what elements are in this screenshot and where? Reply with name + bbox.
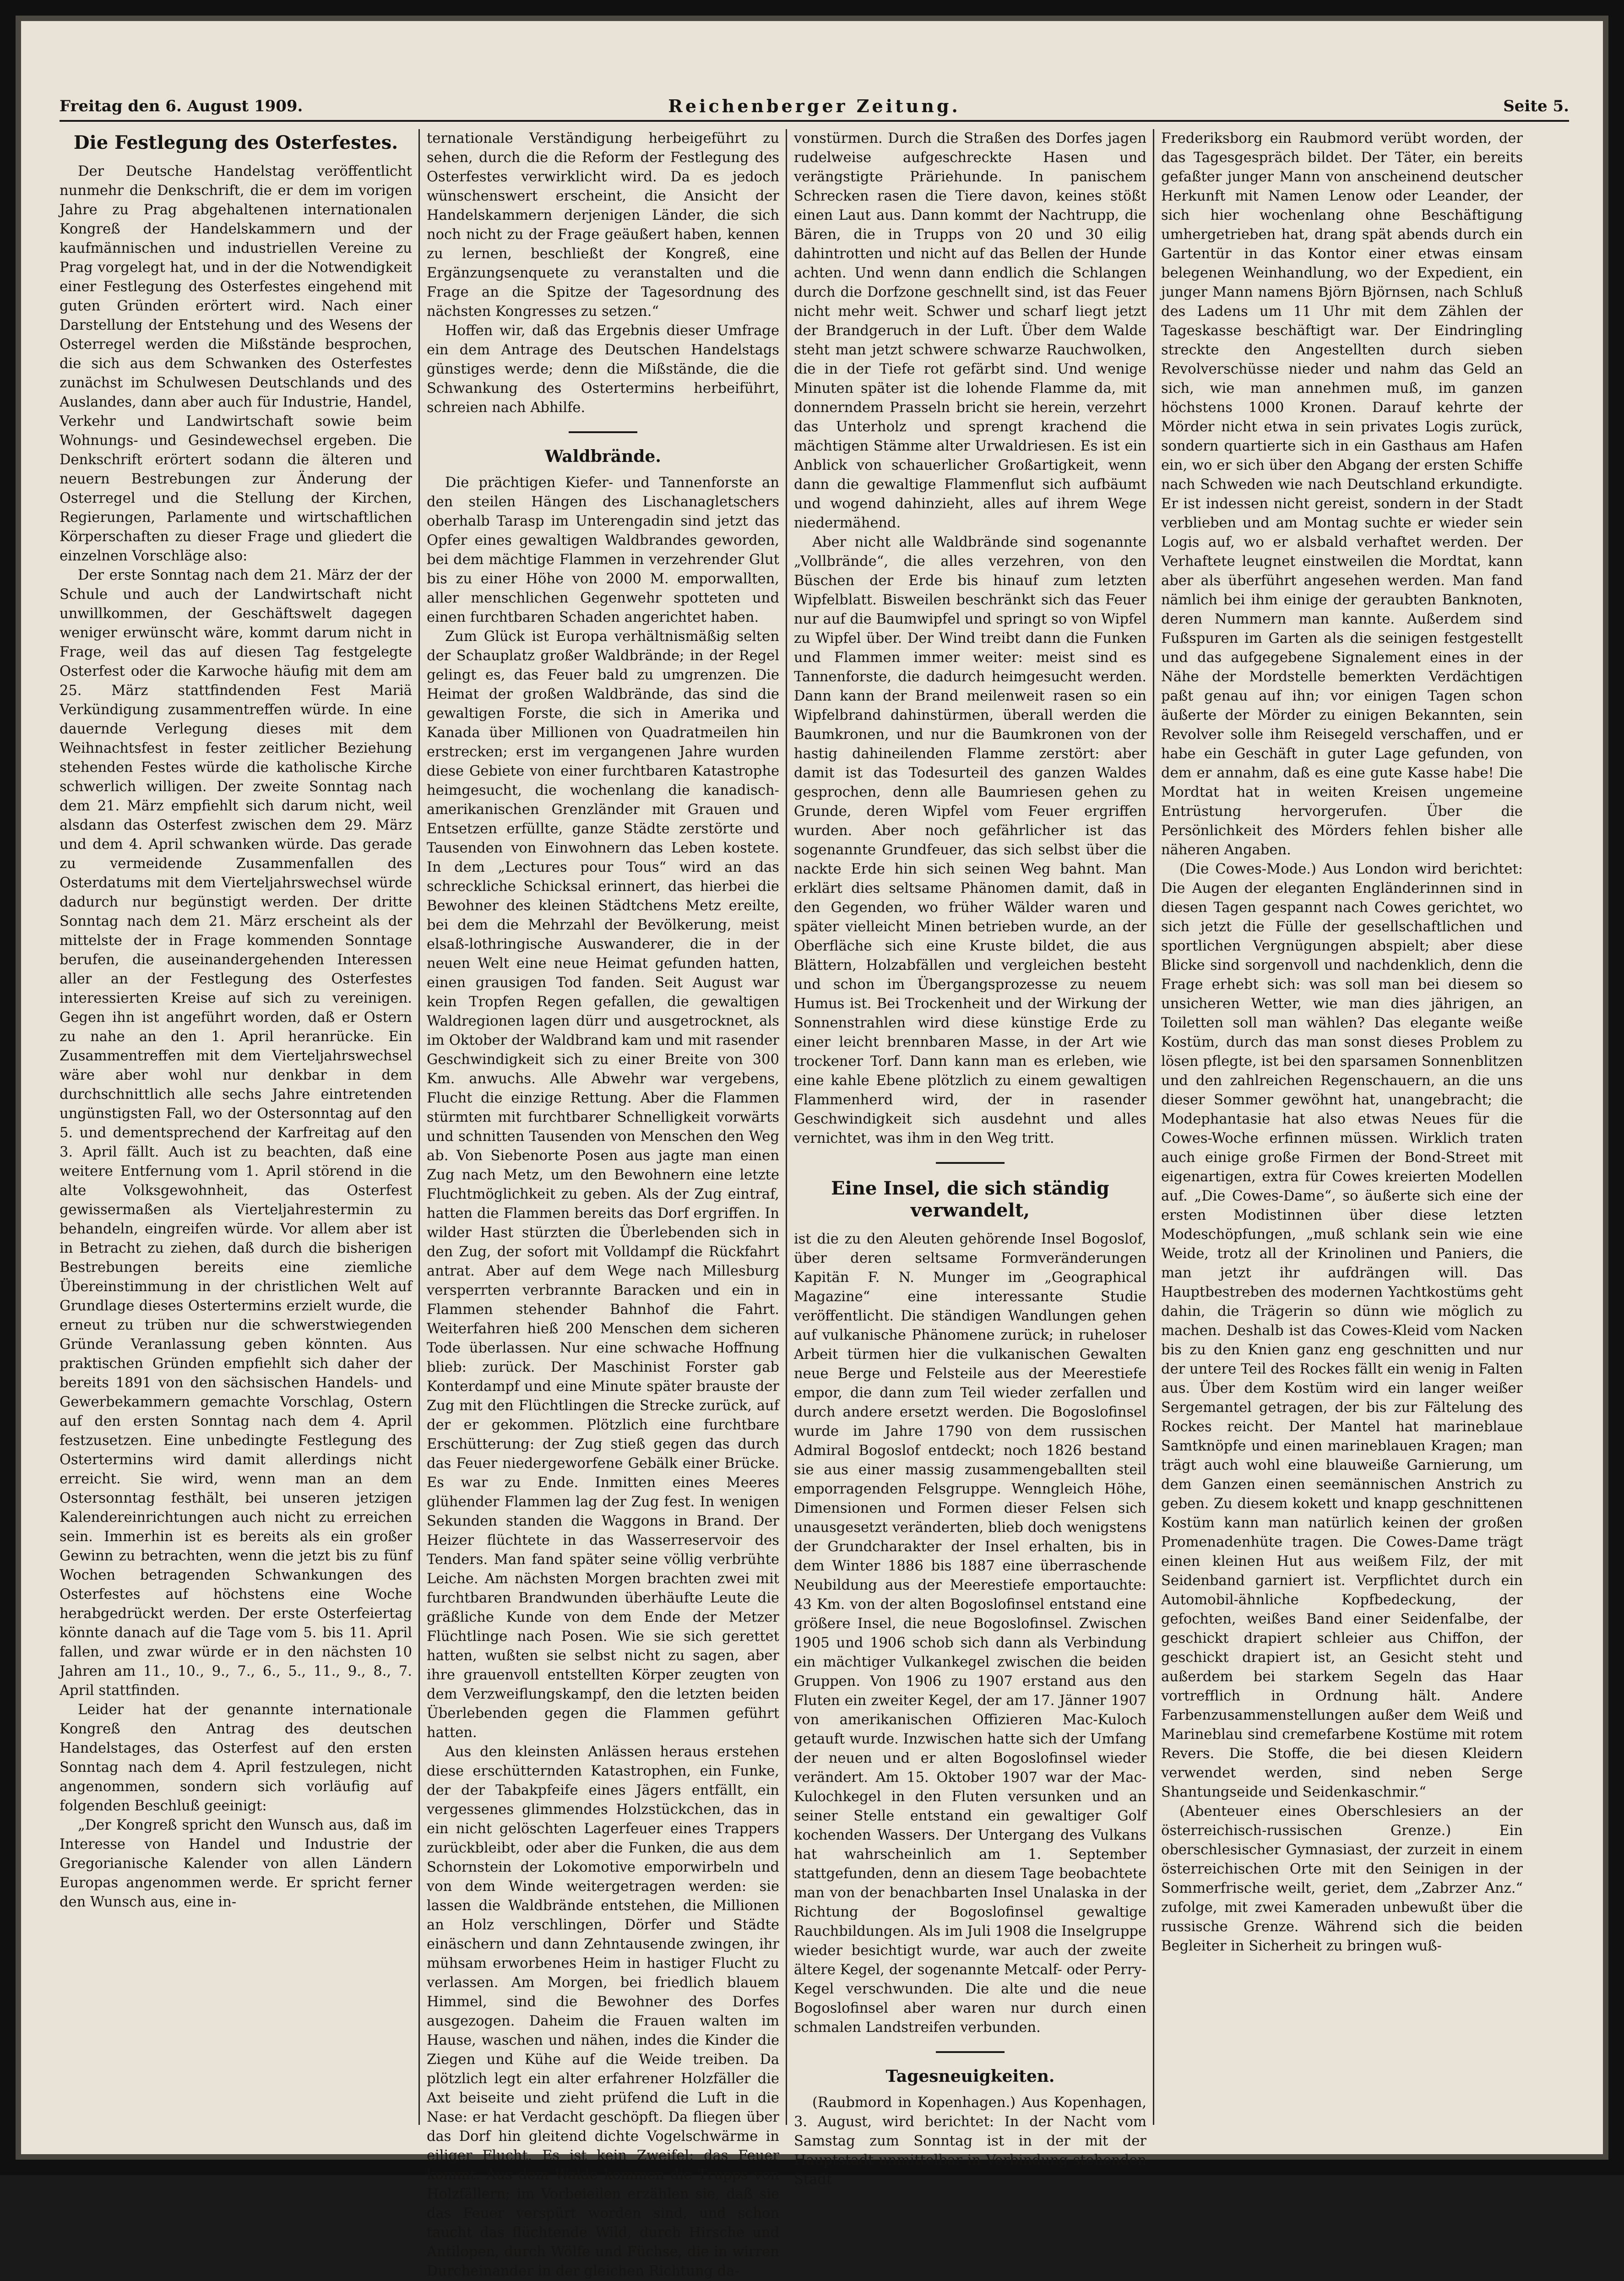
paragraph: (Die Cowes-Mode.) Aus London wird berichtet: Die Augen der eleganten Engländerinnen sind in diesen Tagen gespannt nach Cowes gerichtet, wo sich jetzt die Fülle der gesellschaftlichen und sportlichen Vergnügungen abspielt; aber diese Blicke sind sorgenvoll und nachdenklich, denn die Frage erhebt sich: was soll man bei diesem so unsicheren Wetter, wie man dies jährigen, an Toiletten soll man wählen? Das elegante weiße Kostüm, durch das man sonst dieses Problem zu lösen pflegte, ist bei den sparsamen Sonnenblitzen und den zahlreichen Regenschauern, an die uns dieser Sommer gewöhnt hat, unangebracht; die Modephantasie hat also etwas Neues für die Cowes-Woche erfinnen müssen. Wirklich traten auch einige große Firmen der Bond-Street mit eigenartigen, extra für Cowes kreierten Modellen auf. „Die Cowes-Dame“, so äußerte sich eine der ersten Modistinnen über diese letzten Modeschöpfungen, „muß schlank sein wie eine Weide, trotz all der Krinolinen und Paniers, die man jetzt ihr aufdrängen will. Das Hauptbestreben des modernen Yachtkostüms geht dahin, die Trägerin so dünn wie möglich zu machen. Deshalb ist das Cowes-Kleid vom Nacken bis zu den Knien ganz eng geschnitten und nur der untere Teil des Rockes fällt ein wenig in Falten aus. Über dem Kostüm wird ein langer weißer Sergemantel getragen, der bis zur Fältelung des Rockes reicht. Der Mantel hat marineblaue Samtknöpfe und einen marineblauen Kragen; man trägt auch wohl eine blauweiße Garnierung, um dem Ganzen einen seemännischen Anstrich zu geben. Zu diesem kokett und knapp geschnittenen Kostüm kann man natürlich keinen der großen Promenadenhüte tragen. Die Cowes-Dame trägt einen kleinen Hut aus weißem Filz, der mit Seidenband garniert ist. Verpflichtet durch ein Automobil-ähnliche Kopfbedeckung, der gefochten, weißes Band einer Seidenfalbe, der geschickt drapiert schleier aus Chiffon, der geschickt drapiert ist, an Gesicht steht und außerdem bei starkem Segeln das Haar vortrefflich in Ordnung hält. Andere Farbenzusammenstellungen außer dem Weiß und Marineblau sind cremefarbene Kostüme mit rotem Revers. Die Stoffe, die bei diesen Kleidern verwendet werden, sind neben Serge Shantungseide und Seidenkaschmir.“: [1161, 861, 1523, 1800]
section-divider: [569, 431, 637, 433]
page-number: Seite 5.: [1503, 97, 1569, 115]
column-rule: [418, 129, 420, 2125]
article-heading-easter: Die Festlegung des Osterfestes.: [73, 132, 398, 153]
paragraph: Zum Glück ist Europa verhältnismäßig selten der Schauplatz großer Waldbrände; in der Regel gelingt es, das Feuer bald zu umgrenzen. Die Heimat der großen Waldbrände, das sind die gewaltigen Forste, die sich in Amerika und Kanada über Millionen von Quadratmeilen hin erstrecken; erst im vergangenen Jahre wurden diese Gebiete von einer furchtbaren Katastrophe heimgesucht, die wochenlang die kanadisch-amerikanischen Grenzländer mit Grauen und Entsetzen erfüllte, ganze Städte zerstörte und Tausenden von Einwohnern das Leben kostete. In dem „Lectures pour Tous“ wird an das schreckliche Schicksal erinnert, das hierbei die Bewohner des kleinen Städtchens Metz ereilte, bei dem die Mehrzahl der Bevölkerung, meist elsaß-lothringische Auswanderer, die in der neuen Welt eine neue Heimat gefunden hatten, einen grausigen Tod fanden. Seit August war kein Tropfen Regen gefallen, die gewaltigen Waldregionen lagen dürr und ausgetrocknet, als im Oktober der Waldbrand kam und mit rasender Geschwindigkeit sich zu einer Breite von 300 Km. anwuchs. Alle Abwehr war vergebens, Flucht die einzige Rettung. Aber die Flammen stürmten mit furchtbarer Schnelligkeit vorwärts und schnitten Tausenden von Menschen den Weg ab. Von Siebenorte Posen aus jagte man einen Zug nach Metz, um den Bewohnern eine letzte Fluchtmöglichkeit zu geben. Als der Zug eintraf, hatten die Flammen bereits das Dorf ergriffen. In wilder Hast stürzten die Überlebenden sich in den Zug, der sofort mit Volldampf die Rückfahrt antrat. Aber auf dem Wege nach Millesburg versperrten verbrannte Baracken und ein in Flammen stehender Bahnhof die Fahrt. Weiterfahren hieß 200 Menschen dem sicheren Tode überlassen. Nur eine schwache Hoffnung blieb: zurück. Der Maschinist Forster gab Konterdampf und eine Minute später brauste der Zug mit den Flüchtlingen die Strecke zurück, auf der er gekommen. Plötzlich eine furchtbare Erschütterung: der Zug stieß gegen das durch das Feuer niedergeworfene Gebälk einer Brücke. Es war zu Ende. Inmitten eines Meeres glühender Flammen lag der Zug fest. In wenigen Sekunden standen die Waggons in Brand. Der Heizer flüchtete in das Wasserreservoir des Tenders. Man fand später seine völlig verbrühte Leiche. Am nächsten Morgen brachten zwei mit furchtbaren Brandwunden überhäufte Leute die gräßliche Kunde von dem Ende der Metzer Flüchtlinge nach Posen. Wie sie sich gerettet hatten, wußten sie selbst nicht zu sagen, aber ihre grauenvoll entstellten Körper zeugten von dem Verzweiflungskampf, den die letzten beiden Überlebenden gegen die Flammen geführt hatten.: [427, 629, 779, 1741]
paragraph: Aus den kleinsten Anlässen heraus erstehen diese erschütternden Katastrophen, ein Funke, der der Tabakpfeife eines Jägers entfällt, ein vergessenes glimmendes Holzstückchen, das in ein nicht gelöschten Lagerfeuer eines Trappers zurückbleibt, oder aber die Funken, die aus dem Schornstein der Lokomotive emporwirbeln und von dem Winde weitergetragen werden: sie lassen die Waldbrände entstehen, die Millionen an Holz verschlingen, Dörfer und Städte einäschern und dann Zehntausende zwingen, ihr mühsam erworbenes Heim in hastiger Flucht zu verlassen. Am Morgen, bei friedlich blauem Himmel, sind die Bewohner des Dorfes ausgezogen. Daheim die Frauen walten im Hause, waschen und nähen, indes die Kinder die Ziegen und Kühe auf die Weide treiben. Da plötzlich legt ein alter erfahrener Holzfäller die Axt beiseite und zieht prüfend die Luft in die Nase: er hat Verdacht geschöpft. Da fliegen über das Dorf hin gleitend dichte Vogelschwärme in eiliger Flucht. Es ist kein Zweifel: das Feuer kommt. Aus dem Walde kommen die Trupps von Holzfällern; im Vorbeieilen erzählen sie, daß sie das Feuer verspürt worden sind, und schon taucht das flüchtende Wild, durch Hirsche und Antilopen, durch Wölfe und Füchse, die in wirren Durcheinander in der gleichen Richtung da-: [427, 1744, 779, 2279]
page-header: [60, 87, 1569, 122]
section-divider: [936, 1162, 1005, 1164]
article-heading-island: Eine Insel, die sich ständig verwandelt,: [831, 1178, 1109, 1221]
column-rule: [786, 129, 787, 2125]
paragraph: Aber nicht alle Waldbrände sind sogenannte „Vollbrände“, die alles verzehren, von den Büschen der Erde bis hinauf zum letzten Wipfelblatt. Bisweilen beschränkt sich das Feuer nur auf die Baumwipfel und springt so von Wipfel zu Wipfel über. Der Wind treibt dann die Funken und Flammen immer weiter: meist sind es Tannenforste, die dadurch heimgesucht werden. Dann kann der Brand meilenweit rasen so ein Wipfelbrand dahinstürmen, überall werden die Baumkronen, und nur die Baumkronen von der hastig dahineilenden Flamme zerstört: aber damit ist das Todesurteil des ganzen Waldes gesprochen, denn alle Baumriesen gehen zu Grunde, deren Wipfel vom Feuer ergriffen wurden. Aber noch gefährlicher ist das sogenannte Grundfeuer, das sich selbst über die nackte Erde hin sich seinen Weg bahnt. Man erklärt dies seltsame Phänomen damit, daß in den Gegenden, wo früher Wälder waren und später vielleicht Minen betrieben wurde, an der Oberfläche sich eine Kruste bildet, die aus Blättern, Holzabfällen und vergleichen besteht und schon im Übergangsprozesse zu neuem Humus ist. Bei Trockenheit und der Wirkung der Sonnenstrahlen wird diese künstige Erde zu einer leicht brennbaren Masse, in der Art wie trockener Torf. Dann kann man es erleben, wie eine kahle Ebene plötzlich zu einem gewaltigen Flammenherd wird, der in rasender Geschwindigkeit sich ausdehnt und alles vernichtet, was ihm in den Weg tritt.: [794, 534, 1146, 1146]
column-4: [1161, 129, 1523, 2125]
article-heading-forest-fires: Waldbrände.: [545, 447, 661, 466]
paragraph: Der Deutsche Handelstag veröffentlicht nunmehr die Denkschrift, die er dem im vorigen Jahre zu Prag abgehaltenen internationalen Kongreß der Handelskammern und der kaufmännischen und industriellen Vereine zu Prag vorgelegt hat, und in der die Notwendigkeit einer Festlegung des Osterfestes eingehend mit guten Gründen erörtert wird. Nach einer Darstellung der Entstehung und des Wesens der Osterregel werden die Mißstände besprochen, die sich aus dem Schwanken des Osterfestes zunächst im Schulwesen Deutschlands und des Auslandes, dann aber auch für Industrie, Handel, Verkehr und Landwirtschaft sowie beim Wohnungs- und Gesindewechsel ergeben. Die Denkschrift erörtert sodann die älteren und neuern Bestrebungen zur Änderung der Osterregel und die Stellung der Kirchen, Regierungen, Parlamente und wirtschaftlichen Körperschaften zu dieser Frage und gliedert die einzelnen Vorschläge also:: [60, 163, 412, 564]
header-date: Freitag den 6. August 1909.: [60, 97, 303, 115]
column-3: [794, 129, 1146, 2188]
paragraph: Der erste Sonntag nach dem 21. März der der Schule und auch der Landwirtschaft nicht unwillkommen, der Geschäftswelt dagegen weniger erwünscht wäre, kommt darum nicht in Frage, weil das auf diesen Tag festgelegte Osterfest oder die Karwoche häufig mit dem am 25. März stattfindenden Fest Mariä Verkündigung zusammentreffen würde. In eine dauernde Verlegung dieses mit dem Weihnachtsfest in fester zeitlicher Beziehung stehenden Festes würde die katholische Kirche schwerlich willigen. Der zweite Sonntag nach dem 21. März empfiehlt sich darum nicht, weil alsdann das Osterfest zwischen dem 29. März und dem 4. April schwanken würde. Das gerade zu vermeidende Zusammenfallen des Osterdatums mit dem Vierteljahrswechsel würde dadurch nur begünstigt werden. Der dritte Sonntag nach dem 21. März erscheint als der mittelste der in Frage kommenden Sonntage berufen, die auseinandergehenden Interessen aller an der Festlegung des Osterfestes interessierten Kreise auf sich zu vereinigen. Gegen ihn ist angeführt worden, daß er Ostern zu nahe an den 1. April heranrücke. Ein Zusammentreffen mit dem Vierteljahrswechsel wäre aber wohl nur denkbar in dem durchschnittlich alle sechs Jahre eintretenden ungünstigsten Fall, wo der Ostersonntag auf den 5. und dementsprechend der Karfreitag auf den 3. April fällt. Auch ist zu beachten, daß eine weitere Entfernung vom 1. April störend in die alte Volksgewohnheit, das Osterfest gewissermaßen als Vierteljahrestermin zu behandeln, eingreifen würde. Vor allem aber ist in Betracht zu ziehen, daß durch die bisherigen Bestrebungen bereits eine ziemliche Übereinstimmung in der christlichen Welt auf Grundlage dieses Ostertermins erzielt wurde, die erneut zu trüben nur die schwerstwiegenden Gründe Veranlassung geben könnten. Aus praktischen Gründen empfiehlt sich daher der bereits 1891 von den sächsischen Handels- und Gewerbekammern gemachte Vorschlag, Ostern auf den ersten Sonntag nach dem 4. April festzusetzen. Eine unbedingte Festlegung des Ostertermins wird damit allerdings nicht erreicht. Sie wird, wenn man an dem Ostersonntag festhält, bei unseren jetzigen Kalendereinrichtungen auch nicht zu erreichen sein. Immerhin ist es bereits als ein großer Gewinn zu betrachten, wenn die jetzt bis zu fünf Wochen betragenden Schwankungen des Osterfestes auf höchstens eine Woche herabgedrückt werden. Der erste Osterfeiertag könnte danach auf die Tage vom 5. bis 11. April fallen, und zwar würde er in den nächsten 10 Jahren am 11., 10., 9., 7., 6., 5., 11., 9., 8., 7. April stattfinden.: [60, 567, 412, 1699]
paragraph: (Raubmord in Kopenhagen.) Aus Kopenhagen, 3. August, wird berichtet: In der Nacht vom Samstag zum Sonntag ist in der mit der Hauptstadt unmittelbar in Verbindung stehenden Stadt: [794, 2095, 1146, 2188]
paragraph: Die prächtigen Kiefer- und Tannenforste an den steilen Hängen des Lischanagletschers oberhalb Tarasp im Unterengadin sind jetzt das Opfer eines gewaltigen Waldbrandes geworden, bei dem mächtige Flammen in verzehrender Glut bis zu einer Höhe von 2000 M. emporwallten, aller menschlichen Gegenwehr spotteten und einen furchtbaren Schaden angerichtet haben.: [427, 475, 779, 625]
paragraph: Leider hat der genannte internationale Kongreß den Antrag des deutschen Handelstages, das Osterfest auf den ersten Sonntag nach dem 4. April festzulegen, nicht angenommen, sondern sich vorläufig auf folgenden Beschluß geeinigt:: [60, 1702, 412, 1814]
paragraph: Hoffen wir, daß das Ergebnis dieser Umfrage ein dem Antrage des Deutschen Handelstags günstiges werde; denn die Mißstände, die die Schwankung des Ostertermins herbeiführt, schreien nach Abhilfe.: [427, 323, 779, 416]
newspaper-title: Reichenberger Zeitung.: [668, 96, 961, 116]
paragraph: (Abenteuer eines Oberschlesiers an der österreichisch-russischen Grenze.) Ein oberschlesischer Gymnasiast, der zurzeit in einem österreichischen Orte mit den Seinigen in der Sommerfrische weilt, geriet, dem „Zabrzer Anz.“ zufolge, mit zwei Kameraden unbewußt über die russische Grenze. Während sich die beiden Begleiter in Sicherheit zu bringen wuß-: [1161, 1803, 1523, 1954]
paragraph: vonstürmen. Durch die Straßen des Dorfes jagen rudelweise aufgeschreckte Hasen und verängstigte Präriehunde. In panischem Schrecken rasen die Tiere davon, keines stößt einen Laut aus. Dann kommt der Nachtrupp, die Bären, die in Trupps von 20 und 30 eilig dahintrotten und nicht auf das Bellen der Hunde achten. Und wenn dann endlich die Schlangen durch die Dorfzone geschnellt sind, ist das Feuer nicht mehr weit. Schwer und scharf liegt jetzt der Brandgeruch in der Luft. Über dem Walde steht man jetzt schwere schwarze Rauchwolken, die in der Tiefe rot gefärbt sind. Und wenige Minuten später ist die lohende Flamme da, mit donnerndem Prasseln bricht sie herein, verzehrt das Unterholz und sprengt krachend die mächtigen Stämme alter Urwaldriesen. Es ist ein Anblick von schauerlicher Großartigkeit, wenn dann die gewaltige Flammenflut sich aufbäumt und wogend dahinzieht, alles auf ihrem Wege niedermähend.: [794, 130, 1146, 531]
paragraph: Frederiksborg ein Raubmord verübt worden, der das Tagesgespräch bildet. Der Täter, ein bereits gefaßter junger Mann von anscheinend deutscher Herkunft mit Namen Lenow oder Leander, der sich hier wochenlang ohne Beschäftigung umhergetrieben hat, drang spät abends durch ein Gartentür in das Kontor einer etwas einsam belegenen Weinhandlung, wo der Expedient, ein junger Mann namens Björn Björnsen, nach Schluß des Ladens um 11 Uhr mit dem Zählen der Tageskasse beschäftigt war. Der Eindringling streckte den Angestellten durch sieben Revolverschüsse nieder und nahm das Geld an sich, wie man annehmen muß, im ganzen höchstens 1000 Kronen. Darauf kehrte der Mörder nicht etwa in sein privates Logis zurück, sondern quartierte sich in ein Gasthaus am Hafen ein, wo er sich über den Abgang der ersten Schiffe nach Schweden wie nach Deutschland erkundigte. Er ist indessen nicht gereist, sondern in der Stadt verblieben und am Montag suchte er wieder sein Logis auf, wo er alsbald verhaftet werden. Der Verhaftete leugnet einstweilen die Mordtat, kann aber als überführt angesehen werden. Man fand nämlich bei ihm einige der geraubten Banknoten, deren Nummern man kannte. Außerdem sind Fußspuren im Garten als die seinigen festgestellt und das aufgegebene Signalement eines in der Nähe der Mordstelle bemerkten Verdächtigen paßt genau auf ihn; vor einigen Tagen schon äußerte der Mörder zu einigen Bekannten, sein Revolver solle ihm Reisegeld verschaffen, und er habe ein Geschäft in guter Lage gefunden, von dem er annahm, daß es eine gute Kasse habe! Die Mordtat hat in weiten Kreisen ungemeine Entrüstung hervorgerufen. Über die Persönlichkeit des Mörders fehlen bisher alle näheren Angaben.: [1161, 130, 1523, 858]
paragraph: „Der Kongreß spricht den Wunsch aus, daß im Interesse von Handel und Industrie der Gregorianische Kalender von allen Ländern Europas angenommen werde. Er spricht ferner den Wunsch aus, eine in-: [60, 1817, 412, 1910]
column-1: [60, 129, 412, 2125]
section-heading-news: Tagesneuigkeiten.: [885, 2067, 1055, 2086]
column-rule: [1153, 129, 1154, 2125]
paragraph: ist die zu den Aleuten gehörende Insel Bogoslof, über deren seltsame Formveränderungen Kapitän F. N. Munger im „Geographical Magazine“ eine interessante Studie veröffentlicht. Die ständigen Wandlungen gehen auf vulkanische Phänomene zurück; in ruheloser Arbeit türmen hier die vulkanischen Gewalten neue Berge und Felsteile aus der Meerestiefe empor, die dann zum Teil wieder zerfallen und durch andere ersetzt werden. Die Bogoslofinsel wurde im Jahre 1790 von dem russischen Admiral Bogoslof entdeckt; noch 1826 bestand sie aus einer massig zusammengeballten steil emporragenden Felsgruppe. Wenngleich Höhe, Dimensionen und Formen dieser Felsen sich unausgesetzt veränderten, blieb doch wenigstens der Grundcharakter der Insel erhalten, bis in dem Winter 1886 bis 1887 eine überraschende Neubildung aus der Meerestiefe emportauchte: 43 Km. von der alten Bogoslofinsel entstand eine größere Insel, die neue Bogoslofinsel. Zwischen 1905 und 1906 schob sich dann als Verbindung ein mächtiger Vulkankegel zwischen die beiden Gruppen. Von 1906 zu 1907 erstand aus den Fluten ein zweiter Kegel, der am 17. Jänner 1907 von amerikanischen Offizieren Mac-Kuloch getauft wurde. Inzwischen hatte sich der Umfang der neuen und er alten Bogoslofinsel wieder verändert. Am 15. Oktober 1907 war der Mac-Kulochkegel in den Fluten versunken und an seiner Stelle entstand ein gewaltiger Golf kochenden Wassers. Der Untergang des Vulkans hat wahrscheinlich am 1. September stattgefunden, denn an diesem Tage beobachtete man von der benachbarten Insel Unalaska in der Richtung der Bogoslofinsel gewaltige Rauchbildungen. Als im Juli 1908 die Inselgruppe wieder besichtigt wurde, war auch der zweite ältere Kegel, der sogenannte Metcalf- oder Perry-Kegel verschwunden. Die alte und die neue Bogoslofinsel aber waren nur durch einen schmalen Landstreifen verbunden.: [794, 1231, 1146, 2036]
section-divider: [936, 2051, 1005, 2053]
paragraph: ternationale Verständigung herbeigeführt zu sehen, durch die die Reform der Festlegung des Osterfestes verwirklicht wird. Da es jedoch wünschenswert erscheint, die Ansicht der Handelskammern derjenigen Länder, die sich noch nicht zu der Frage geäußert haben, kennen zu lernen, beschließt der Kongreß, eine Ergänzungsenquete zu veranstalten und die Frage an die Spitze der Tagesordnung des nächsten Kongresses zu setzen.“: [427, 130, 779, 320]
column-2: [427, 129, 779, 2279]
